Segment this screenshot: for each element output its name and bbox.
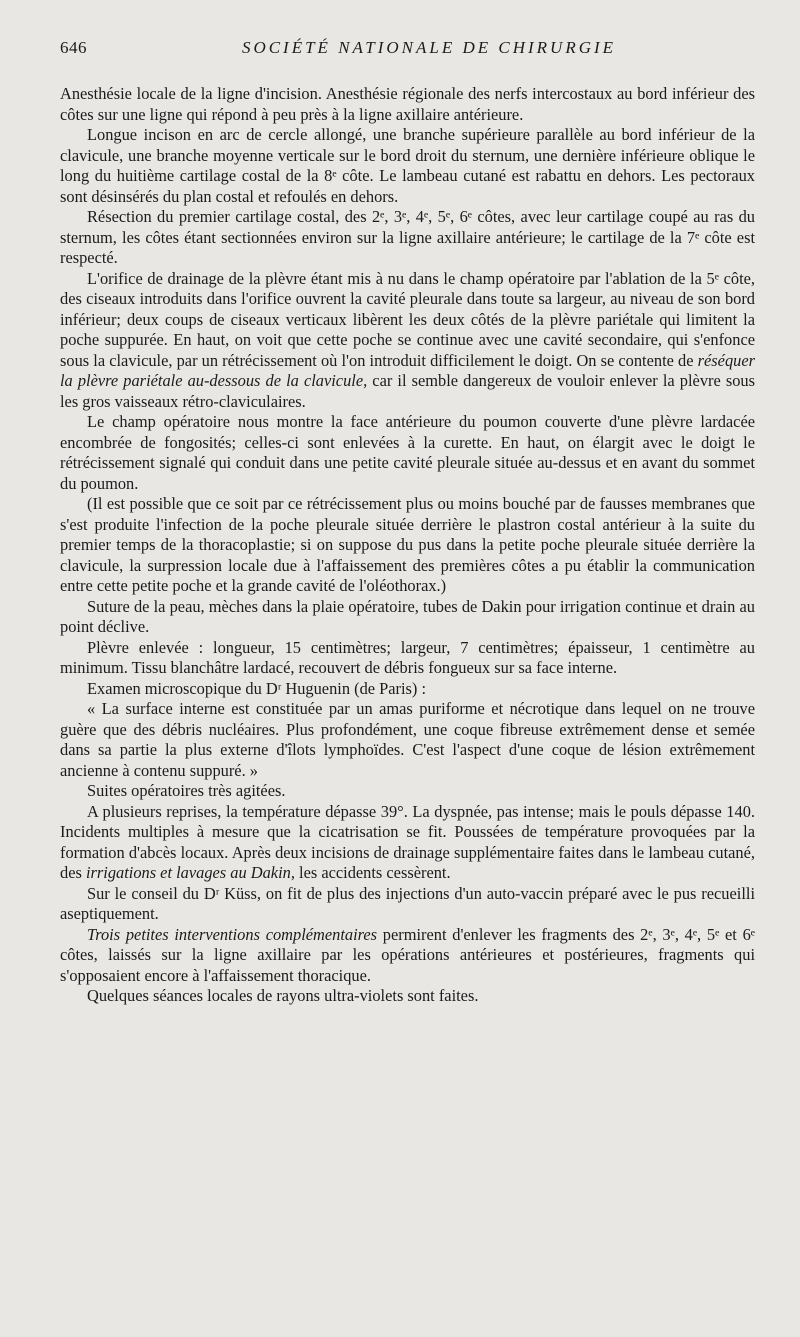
paragraph-resection: Résection du premier cartilage costal, des 2ᵉ, 3ᵉ, 4ᵉ, 5ᵉ, 6ᵉ côtes, avec leur cartilage coupé au ras du sternum, les côtes étant sectionnées environ sur la ligne axillaire antérieure; le cartilage de la 7ᵉ côte est respecté. xyxy=(60,207,755,267)
paragraph-anesthesia: Anesthésie locale de la ligne d'incision. Anesthésie régionale des nerfs intercostaux au bord inférieur des côtes sur une ligne qui répond à peu près à la ligne axillaire antérieure. xyxy=(60,84,755,124)
page-header xyxy=(60,38,758,64)
page-number: 646 xyxy=(60,38,87,57)
text-segment: car il semble dangereux de vouloir enlever la plèvre sous les gros vaisseaux rétro-claviculaires. xyxy=(60,371,755,411)
text-segment: A plusieurs reprises, la température dépasse 39°. La dyspnée, pas intense; mais le pouls dépasse 140. Incidents multiples à mesure que la cicatrisation se fit. Poussées de température provoquées par la formation d'abcès locaux. Après deux incisions de drainage supplémentaire faites dans le lambeau cutané, des xyxy=(60,801,755,882)
text-segment: L'orifice de drainage de la plèvre étant mis à nu dans le champ opératoire par l'ablation de la 5ᵉ côte, des ciseaux introduits dans l'orifice ouvrent la cavité pleurale dans toute sa largeur, au niveau de son bord inférieur; deux coups de ciseaux verticaux libèrent les deux côtés de la plèvre pariétale qui limitent la poche suppurée. En haut, on voit que cette poche se continue avec une cavité secondaire, qui s'enfonce sous la clavicule, par un rétrécissement où l'on introduit difficilement le doigt. On se contente de xyxy=(60,268,755,370)
paragraph-quote: « La surface interne est constituée par un amas puriforme et nécrotique dans lequel on ne trouve guère que des débris nucléaires. Plus profondément, une coque fibreuse extrêmement dense et semée dans sa partie la plus externe d'îlots lymphoïdes. C'est l'aspect d'une coque de lésion extrêmement ancienne à contenu suppuré. » xyxy=(60,699,755,780)
paragraph-uv: Quelques séances locales de rayons ultra-violets sont faites. xyxy=(87,986,479,1005)
paragraph-postop: Suites opératoires très agitées. xyxy=(87,781,286,800)
body-text xyxy=(60,84,755,1007)
italic-segment: réséquer la plèvre pariétale au-dessous de la clavicule, xyxy=(60,350,755,390)
paragraph-operative-field: Le champ opératoire nous montre la face antérieure du poumon couverte d'une plèvre lardacée encombrée de fongosités; celles-ci sont enlevées à la curette. En haut, on élargit avec le doigt le rétrécissement signalé qui conduit dans une petite cavité pleurale située au-dessus et en avant du sommet du poumon. xyxy=(60,412,755,493)
paragraph-microscopy: Examen microscopique du Dʳ Huguenin (de Paris) : xyxy=(87,678,427,698)
italic-segment: Trois petites interventions complémentaires xyxy=(87,924,378,944)
paragraph-suture: Suture de la peau, mèches dans la plaie opératoire, tubes de Dakin pour irrigation continue et drain au point déclive. xyxy=(60,596,755,636)
paragraph-interventions xyxy=(60,925,755,987)
paragraph-hypothesis: (Il est possible que ce soit par ce rétrécissement plus ou moins bouché par de fausses membranes que s'est produite l'infection de la poche pleurale située derrière le plastron costal antérieur à la suite du premier temps de la thoracoplastie; si on suppose du pus dans la petite poche pleurale située derrière la clavicule, la surpression locale due à l'affaissement des premières côtes a pu établir la communication entre cette petite poche et la grande cavité de l'oléothorax.) xyxy=(60,494,755,595)
paragraph-vaccine: Sur le conseil du Dʳ Küss, on fit de plus des injections d'un auto-vaccin préparé avec le pus recueilli aseptiquement. xyxy=(60,883,755,923)
paragraph-drainage xyxy=(60,269,755,413)
running-title: SOCIÉTÉ NATIONALE DE CHIRURGIE xyxy=(241,38,617,57)
text-segment: les accidents cessèrent. xyxy=(294,863,451,882)
paragraph-incision: Longue incison en arc de cercle allongé, une branche supérieure parallèle au bord inférieur de la clavicule, une branche moyenne verticale sur le bord droit du sternum, une dernière inférieure oblique le long du huitième cartilage costal de la 8ᵉ côte. Le lambeau cutané est rabattu en dehors. Les pectoraux sont désinsérés du plan costal et refoulés en dehors. xyxy=(60,125,755,206)
paragraph-pleura-removed: Plèvre enlevée : longueur, 15 centimètres; largeur, 7 centimètres; épaisseur, 1 centimètre au minimum. Tissu blanchâtre lardacé, recouvert de débris fongueux sur sa face interne. xyxy=(60,637,755,677)
italic-segment: irrigations et lavages au Dakin, xyxy=(85,863,295,882)
text-segment: permirent d'enlever les fragments des 2ᵉ, 3ᵉ, 4ᵉ, 5ᵉ et 6ᵉ côtes, laissés sur la ligne axillaire par les opérations antérieures et postérieures, fragments qui s'opposaient encore à l'affaissement thoracique. xyxy=(60,924,755,985)
paragraph-temperature xyxy=(60,802,755,884)
